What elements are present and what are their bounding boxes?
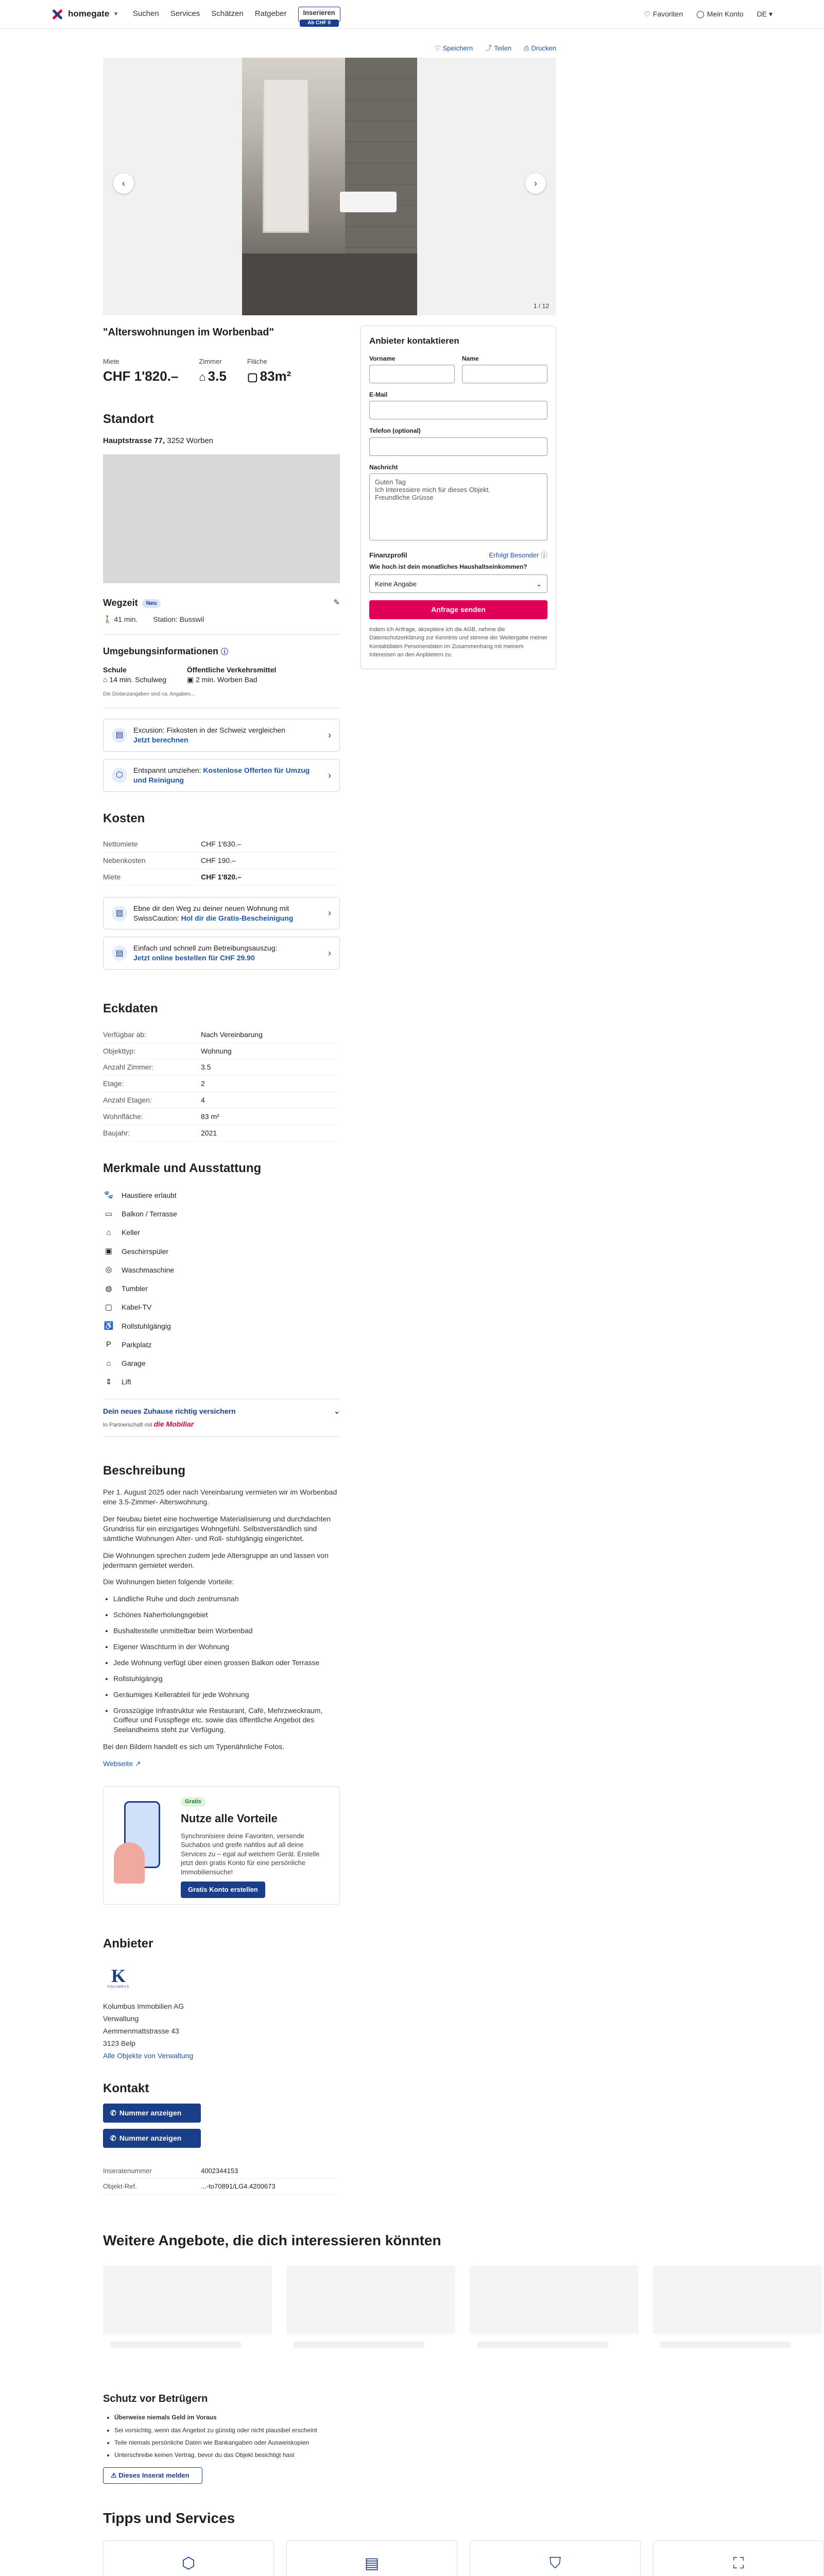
promo-swisscaution[interactable]: ▥ Ebne dir den Weg zu deiner neuen Wohnung mit SwissCaution: Hol dir die Gratis-Bescheinigung › xyxy=(103,897,340,930)
info-icon[interactable]: ⓘ xyxy=(221,648,229,656)
listing-toolbar xyxy=(103,39,556,58)
language-select[interactable]: DE ▾ xyxy=(757,10,772,19)
edit-pencil-icon[interactable]: ✎ xyxy=(333,598,340,607)
service-card xyxy=(286,2540,457,2576)
listing-card-placeholder[interactable] xyxy=(470,2265,639,2363)
chevron-right-icon: › xyxy=(328,770,331,781)
feature-item: ▢ Kabel-TV xyxy=(103,1298,340,1317)
document-icon: ▤ xyxy=(112,945,127,961)
area-icon: ▢ xyxy=(247,370,258,383)
feature-item: ⇕ Lift xyxy=(103,1373,340,1392)
print-icon: ⎙ xyxy=(524,44,529,53)
service-card xyxy=(470,2540,641,2576)
rent-value: CHF 1'820.– xyxy=(103,368,179,384)
map-icon: ⛶ xyxy=(733,2554,744,2572)
income-select[interactable]: Keine Angabe ⌄ xyxy=(369,574,547,593)
message-textarea[interactable] xyxy=(369,473,547,540)
key-facts: Miete CHF 1'820.– Zimmer ⌂ 3.5 Fläche ▢ 83m² xyxy=(103,357,340,385)
feature-item: ◍ Tumbler xyxy=(103,1280,340,1298)
feature-list xyxy=(103,1186,340,1392)
listing-card-placeholder[interactable] xyxy=(286,2265,455,2363)
feature-item: ⌂ Garage xyxy=(103,1354,340,1373)
description: Per 1. August 2025 oder nach Vereinbarung vermieten wir im Worbenbad eine 3.5-Zimmer- Alterswohnung. Der Neubau bietet eine hochwertige Materialisierung und durchdachten Grundriss für ein einzigartiges Wohngefühl. Selbstverständlich sind sämtliche Wohnungen Alter- und Roll- stuhlgängig eingerichtet. Die Wohnungen sprechen zudem jede Altersgruppe an und lassen von jedermann gemietet werden. Die Wohnungen bieten folgende Vorteile: • Ländliche Ruhe und doch zentrumsnah • Schönes Naherholungsgebiet • Bushaltestelle unmittelbar beim Worbenbad • Eigener Waschturm in der Wohnung • Jede Wohnung verfügt über einen grossen Balkon oder Terrasse • Rollstuhlgängig • Geräumiges Kellerabteil für jede Wohnung • Grosszügige Infrastruktur wie Restaurant, Café, Mehrzweckraum, Coiffeur und Fusspflege etc. sowie das öffentliche Angebot des Seelandheims steht zur Verfügung. Bei den Bildern handelt es sich um Typenähnliche Fotos. Webseite ↗ xyxy=(103,1487,340,1769)
listing-title: "Alterswohnungen im Worbenbad" xyxy=(103,327,274,338)
website-link[interactable]: Webseite ↗ xyxy=(103,1759,141,1768)
beschreibung-heading: Beschreibung xyxy=(103,1463,186,1478)
kontakt-heading: Kontakt xyxy=(103,2081,149,2096)
chevron-down-icon: ⌄ xyxy=(334,1407,340,1415)
heart-icon: ♡ xyxy=(644,10,650,19)
nav-suchen[interactable]: Suchen xyxy=(132,9,159,19)
show-number-button[interactable]: ✆ Nummer anzeigen xyxy=(103,2104,201,2123)
phone-icon: ✆ xyxy=(110,2133,116,2142)
promo-umzug[interactable]: ⬡ Entspannt umziehen: Kostenlose Offerten für Umzug und Reinigung › xyxy=(103,759,340,792)
standort-heading: Standort xyxy=(103,412,154,426)
walk-icon: 🚶 xyxy=(103,615,112,623)
gallery-prev-button[interactable] xyxy=(113,173,134,194)
chevron-right-icon: › xyxy=(328,730,331,740)
info-icon: ⓘ xyxy=(540,551,547,559)
service-card xyxy=(653,2540,824,2576)
konto-link[interactable]: ◯ Mein Konto xyxy=(696,10,744,19)
umgebung-note: Die Distanzangaben sind ca. Angaben... xyxy=(103,691,195,697)
provider-all-listings-link[interactable]: Alle Objekte von Verwaltung xyxy=(103,2051,194,2060)
kosten-heading: Kosten xyxy=(103,811,145,825)
balcony-icon: ▭ xyxy=(105,1209,113,1218)
area-value: 83m² xyxy=(260,368,291,384)
promo-fixkosten[interactable]: ▤ Excusion: Fixkosten in der Schweiz vergleichen Jetzt berechnen › xyxy=(103,719,340,752)
send-request-button[interactable]: Anfrage senden xyxy=(369,600,547,619)
nutze-title: Nutze alle Vorteile xyxy=(181,1811,278,1825)
nav-ratgeber[interactable]: Ratgeber xyxy=(254,9,287,19)
eckdaten-row: Anzahl Zimmer: 3.5 xyxy=(103,1059,340,1076)
share-button[interactable]: ⤴ Teilen xyxy=(485,44,512,53)
location-map[interactable] xyxy=(103,454,340,583)
services-list xyxy=(103,2540,824,2576)
kosten-row: Nebenkosten CHF 190.– xyxy=(103,853,340,869)
chevron-down-icon: ▾ xyxy=(768,10,772,19)
email-input[interactable] xyxy=(369,401,547,419)
eckdaten-row: Etage: 2 xyxy=(103,1076,340,1092)
favoriten-link[interactable]: ♡ Favoriten xyxy=(644,10,683,19)
report-listing-button[interactable]: ⚠ Dieses Inserat melden xyxy=(103,2467,202,2484)
external-link-icon: ↗ xyxy=(135,1759,141,1768)
phone-input[interactable] xyxy=(369,437,547,456)
wegzeit-heading: Wegzeit Neu xyxy=(103,597,161,609)
income-question: Wie hoch ist dein monatliches Haushaltseinkommen? xyxy=(369,563,527,571)
lift-icon: ⇕ xyxy=(105,1377,112,1386)
finance-profile-optional[interactable]: Erfolgt Besonder ⓘ xyxy=(489,551,547,559)
moving-icon: ⬡ xyxy=(112,768,127,783)
eckdaten-row: Verfügbar ab: Nach Vereinbarung xyxy=(103,1027,340,1043)
tipps-heading: Tipps und Services xyxy=(103,2510,235,2526)
site-header xyxy=(0,0,824,29)
schutz-heading: Schutz vor Betrügern xyxy=(103,2393,208,2405)
contact-form: Anbieter kontaktieren Vorname Name E-Mail Telefon (optional) Nachricht Guten Tag Ich interessiere mich für dieses Objekt. Freundliche Grüsse Finanzprofil Erfolgt Besonder ⓘ Wie hoch ist dein monatliches Haushaltseinkommen? Keine Angabe ⌄ Anfrage senden Indem ich Anfrage, akzeptiere ich die AGB, nehme die Datenschutzerklärung zur Kenntnis und stimme der Weitergabe meiner Kontaktdaten Personendaten im Zusammenhang mit meinem Interessen an den Anpbietern zu. xyxy=(360,326,556,669)
listing-photo[interactable] xyxy=(242,58,417,315)
main-nav xyxy=(132,7,340,26)
nav-schaetzen[interactable]: Schätzen xyxy=(211,9,244,19)
service-card xyxy=(103,2540,274,2576)
warning-icon: ⚠ xyxy=(111,2471,117,2480)
chevron-left-icon: ‹ xyxy=(122,178,125,189)
rooms-value: 3.5 xyxy=(208,368,227,384)
paw-icon: 🐾 xyxy=(104,1191,114,1200)
provider-logo: K KOLUMBUS xyxy=(108,1965,129,1989)
eckdaten-row: Objekttyp: Wohnung xyxy=(103,1043,340,1060)
show-number-button[interactable]: ✆ Nummer anzeigen xyxy=(103,2129,201,2148)
eckdaten-row: Anzahl Etagen: 4 xyxy=(103,1092,340,1109)
listing-card-placeholder[interactable] xyxy=(103,2265,272,2363)
user-icon: ◯ xyxy=(696,10,705,19)
advantages-list: • Ländliche Ruhe und doch zentrumsnah • Schönes Naherholungsgebiet • Bushaltestelle unmittelbar beim Worbenbad • Eigener Waschturm in der Wohnung • Jede Wohnung verfügt über einen grossen Balkon oder Terrasse • Rollstuhlgängig • Geräumiges Kellerabteil für jede Wohnung • Grosszügige Infrastruktur wie Restaurant, Café, Mehrzweckraum, Coiffeur und Fusspflege etc. sowie das öffentliche Angebot des Seelandheims steht zur Verfügung. xyxy=(113,1594,340,1735)
umgebung-schule: Schule ⌂ 14 min. Schulweg xyxy=(103,665,166,684)
tv-icon: ▢ xyxy=(105,1302,113,1312)
shield-icon: ⛉ xyxy=(549,2554,561,2572)
finance-profile-label: Finanzprofil xyxy=(369,551,407,559)
chevron-right-icon: › xyxy=(328,908,331,919)
feature-item: ▣ Geschirrspüler xyxy=(103,1242,340,1261)
gallery-counter: 1 / 12 xyxy=(533,302,549,310)
insurance-teaser[interactable]: Dein neues Zuhause richtig versichern ⌄ In Partnerschaft mit die Mobiliar xyxy=(103,1399,340,1437)
kosten-table xyxy=(103,836,340,886)
listing-card-placeholder[interactable] xyxy=(653,2265,822,2363)
washing-machine-icon: ◎ xyxy=(105,1265,112,1275)
eckdaten-row: Wohnfläche: 83 m² xyxy=(103,1109,340,1125)
umgebung-heading: Umgebungsinformationen ⓘ xyxy=(103,646,229,657)
travel-station: Station: Busswil xyxy=(153,615,204,623)
dryer-icon: ◍ xyxy=(105,1284,112,1293)
lastname-input[interactable] xyxy=(462,365,547,383)
listing-refs: Inseratenummer 4002344153 Objekt-Ref. ...-to70891/LG4.4200673 xyxy=(103,2163,340,2195)
document-icon: ▤ xyxy=(364,2554,380,2572)
heart-icon: ♡ xyxy=(434,44,441,53)
gallery-next-button[interactable] xyxy=(525,173,546,194)
umgebung-oev: Öffentliche Verkehrsmittel ▣ 2 min. Worben Bad xyxy=(186,665,277,684)
listing-details xyxy=(103,326,340,2195)
logo-icon xyxy=(52,9,63,20)
create-account-button[interactable]: Gratis Konto erstellen xyxy=(181,1882,265,1898)
eckdaten-table xyxy=(103,1027,340,1142)
share-icon: ⤴ xyxy=(485,44,492,53)
consent-text: Indem ich Anfrage, akzeptiere ich die AGB, nehme die Datenschutzerklärung zur Kenntnis und stimme der Weitergabe meiner Kontaktdaten Personendaten im Zusammenhang mit meinem Interessen an den Anpbietern zu. xyxy=(369,626,547,658)
promo-swisscaution-link[interactable]: Hol dir die Gratis-Bescheinigung xyxy=(181,913,294,922)
chevron-right-icon: › xyxy=(328,948,331,959)
kosten-row: Miete CHF 1'820.– xyxy=(103,869,340,886)
feature-item: ⌂ Keller xyxy=(103,1224,340,1242)
nav-services[interactable]: Services xyxy=(170,9,200,19)
garage-icon: ⌂ xyxy=(106,1359,111,1368)
new-badge: Neu xyxy=(142,599,161,608)
homegate-logo[interactable]: homegate ▾ xyxy=(52,8,117,20)
moving-box-icon: ⬡ xyxy=(181,2554,196,2572)
fraud-protection: Schutz vor Betrügern • Überweise niemals Geld im Voraus • Sei vorsichtig, wenn das Angebot zu günstig oder nicht plausibel erscheint • Teile niemals persönliche Daten wie Bankangaben oder Ausweiskopien • Unterschreibe keinen Vertrag, bevor du das Objekt besichtigt hast ⚠ Dieses Inserat melden xyxy=(103,2392,824,2483)
promo-betreibung-link[interactable]: Jetzt online bestellen für CHF 29.90 xyxy=(133,954,255,962)
chevron-down-icon: ⌄ xyxy=(536,580,542,588)
feature-item: ♿ Rollstuhlgängig xyxy=(103,1317,340,1335)
feature-item: ▭ Balkon / Terrasse xyxy=(103,1205,340,1224)
feature-item: P Parkplatz xyxy=(103,1335,340,1354)
merkmale-heading: Merkmale und Ausstattung xyxy=(103,1161,262,1175)
logo-dropdown-icon: ▾ xyxy=(114,11,117,18)
feature-item: ◎ Waschmaschine xyxy=(103,1261,340,1279)
calculator-icon: ▤ xyxy=(112,727,127,743)
weitere-heading: Weitere Angebote, die dich interessieren könnten xyxy=(103,2232,441,2248)
dishwasher-icon: ▣ xyxy=(105,1247,113,1256)
travel-time: 🚶 41 min. xyxy=(103,615,138,623)
chevron-right-icon: › xyxy=(534,178,537,189)
parking-icon: P xyxy=(106,1340,111,1349)
eckdaten-row: Baujahr: 2021 xyxy=(103,1125,340,1142)
image-gallery[interactable] xyxy=(103,58,556,315)
save-button[interactable]: ♡ Speichern xyxy=(434,44,473,53)
print-button[interactable]: ⎙ Drucken xyxy=(524,44,556,53)
feature-item: 🐾 Haustiere erlaubt xyxy=(103,1186,340,1205)
inserieren-button[interactable]: Inserieren Ab CHF 0 xyxy=(298,7,340,22)
address: Hauptstrasse 77, 3252 Worben xyxy=(103,436,214,446)
kosten-row: Nettomiete CHF 1'630.– xyxy=(103,836,340,853)
account-teaser xyxy=(103,1786,340,1905)
anbieter-heading: Anbieter xyxy=(103,1936,153,1951)
promo-betreibung[interactable]: ▤ Einfach und schnell zum Betreibungsauszug: Jetzt online bestellen für CHF 29.90 › xyxy=(103,937,340,970)
gratis-badge: Gratis xyxy=(181,1797,205,1807)
rooms-icon: ⌂ xyxy=(199,370,206,383)
similar-listings xyxy=(103,2265,824,2363)
promo-umzug-link[interactable]: Kostenlose Offerten für Umzug und Reinigung xyxy=(133,766,310,784)
provider-info: Kolumbus Immobilien AG Verwaltung Aemmenmattstrasse 43 3123 Belp Alle Objekte von Verwaltung xyxy=(103,2002,194,2060)
contact-form-heading: Anbieter kontaktieren xyxy=(369,336,459,346)
phone-icon: ✆ xyxy=(110,2108,116,2117)
document-icon: ▥ xyxy=(112,906,127,921)
mobiliar-logo: die Mobiliar xyxy=(153,1419,194,1428)
nutze-text: Synchronisiere deine Favoriten, versende Suchabos und greife nahtlos auf all deine Services zu – egal auf welchem Gerät. Erstelle jetzt dein gratis Konto für eine persönliche Immobiliensuche! xyxy=(181,1832,320,1876)
bus-icon: ▣ xyxy=(186,675,196,684)
promo-fixkosten-link[interactable]: Jetzt berechnen xyxy=(133,735,188,744)
firstname-input[interactable] xyxy=(369,365,455,383)
school-icon: ⌂ xyxy=(103,675,110,684)
account-illustration xyxy=(114,1796,170,1884)
wheelchair-icon: ♿ xyxy=(104,1321,114,1330)
inserieren-price-badge: Ab CHF 0 xyxy=(300,20,339,27)
cellar-icon: ⌂ xyxy=(106,1228,111,1237)
eckdaten-heading: Eckdaten xyxy=(103,1002,158,1016)
